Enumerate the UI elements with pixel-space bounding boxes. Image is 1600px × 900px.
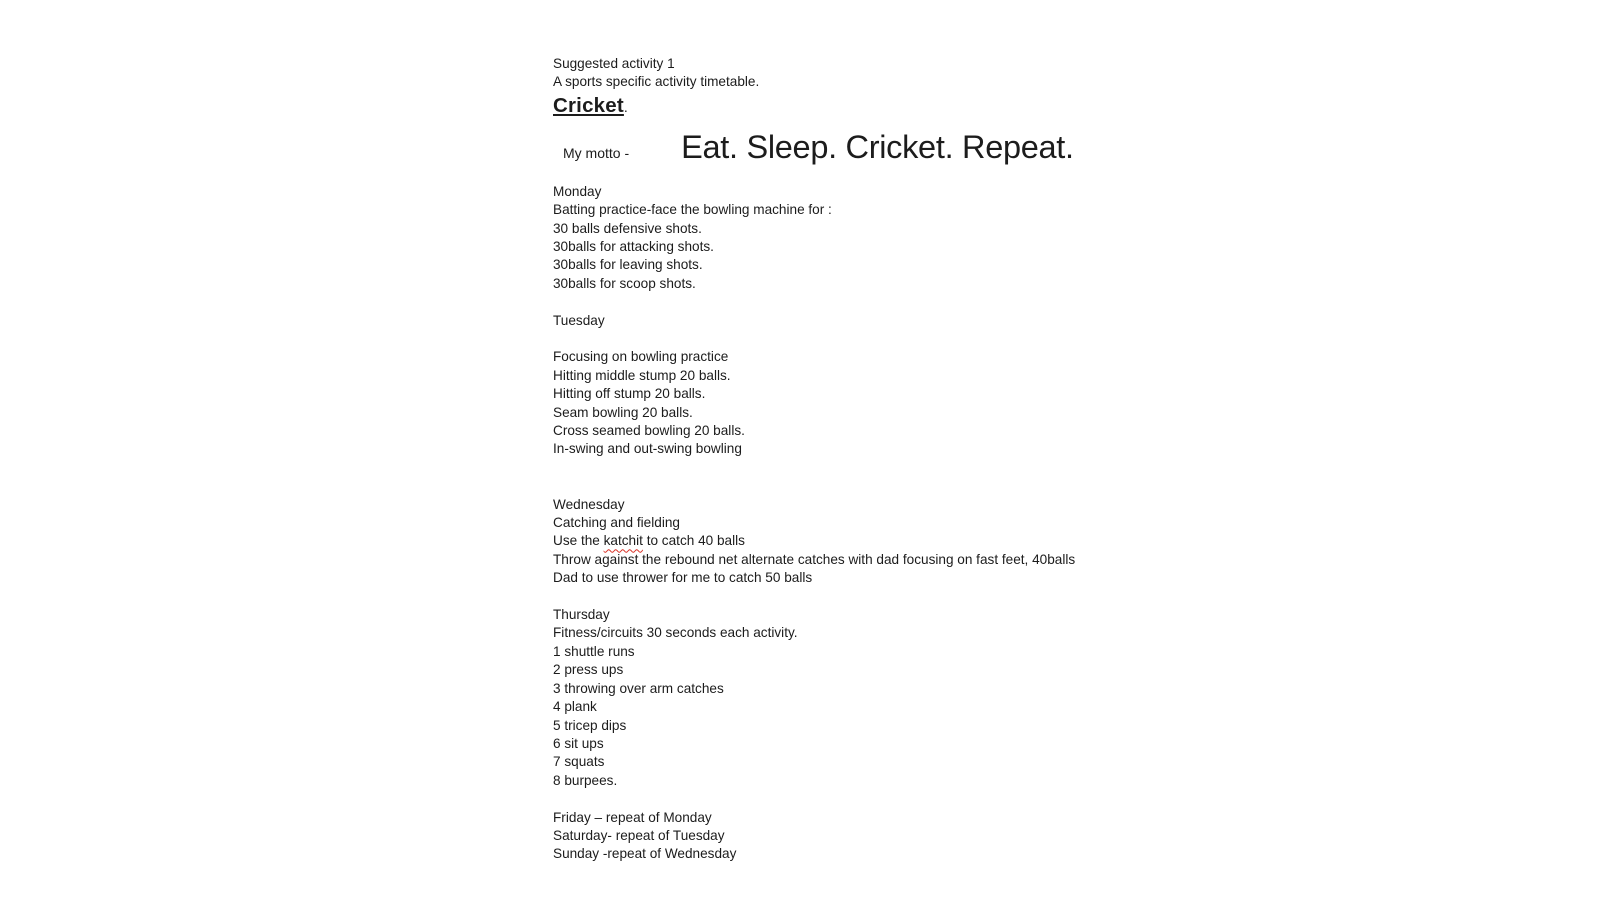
body-line: Catching and fielding (553, 515, 680, 531)
body-line: 30 balls defensive shots. (553, 220, 702, 236)
body-line: Thursday (553, 607, 610, 623)
blank-line (553, 293, 1533, 311)
body-line: Use the katchit to catch 40 balls (553, 533, 745, 549)
body-line: 30balls for scoop shots. (553, 275, 696, 291)
body-line: Tuesday (553, 312, 605, 328)
blank-line (553, 459, 1533, 477)
misspelled-word: katchit (603, 533, 643, 549)
body-line: Throw against the rebound net alternate catches with dad focusing on fast feet, 40balls (553, 551, 1076, 567)
body-line: Monday (553, 183, 602, 199)
body-line: 7 squats (553, 754, 605, 770)
intro-line: Suggested activity 1 (553, 56, 675, 71)
body-line: Fitness/circuits 30 seconds each activity. (553, 625, 798, 641)
blank-line (553, 790, 1533, 808)
body-line: 30balls for attacking shots. (553, 239, 714, 255)
motto-row (553, 125, 1533, 171)
body-line: 30balls for leaving shots. (553, 257, 703, 273)
body-line: Focusing on bowling practice (553, 349, 729, 365)
body-line: Saturday- repeat of Tuesday (553, 827, 725, 843)
document-title-line (553, 92, 1533, 121)
body-line: Hitting off stump 20 balls. (553, 386, 706, 402)
body-line: Hitting middle stump 20 balls. (553, 367, 731, 383)
intro-line: A sports specific activity timetable. (553, 74, 760, 90)
body-line: Dad to use thrower for me to catch 50 balls (553, 570, 813, 586)
blank-line (553, 477, 1533, 495)
body-line: Wednesday (553, 496, 625, 512)
body-line: 3 throwing over arm catches (553, 680, 724, 696)
body-line: Seam bowling 20 balls. (553, 404, 693, 420)
document-page (553, 55, 1533, 864)
body-line: Sunday -repeat of Wednesday (553, 846, 737, 862)
blank-line (553, 588, 1533, 606)
motto-label: My motto - (563, 144, 630, 161)
body-line: 4 plank (553, 699, 597, 715)
body-line: In-swing and out-swing bowling (553, 441, 742, 457)
body-line: 1 shuttle runs (553, 643, 635, 659)
body-line: 8 burpees. (553, 772, 618, 788)
body-line: 6 sit ups (553, 735, 604, 751)
document-title: Cricket (553, 93, 624, 117)
document-title-period: . (623, 98, 628, 115)
body-line: 2 press ups (553, 662, 624, 678)
body-lines (553, 183, 1533, 864)
motto-text: Eat. Sleep. Cricket. Repeat. (681, 128, 1074, 165)
body-line: Cross seamed bowling 20 balls. (553, 423, 745, 439)
body-line: Batting practice-face the bowling machine for : (553, 202, 832, 218)
body-line: 5 tricep dips (553, 717, 627, 733)
body-line: Friday – repeat of Monday (553, 809, 712, 825)
blank-line (553, 330, 1533, 348)
